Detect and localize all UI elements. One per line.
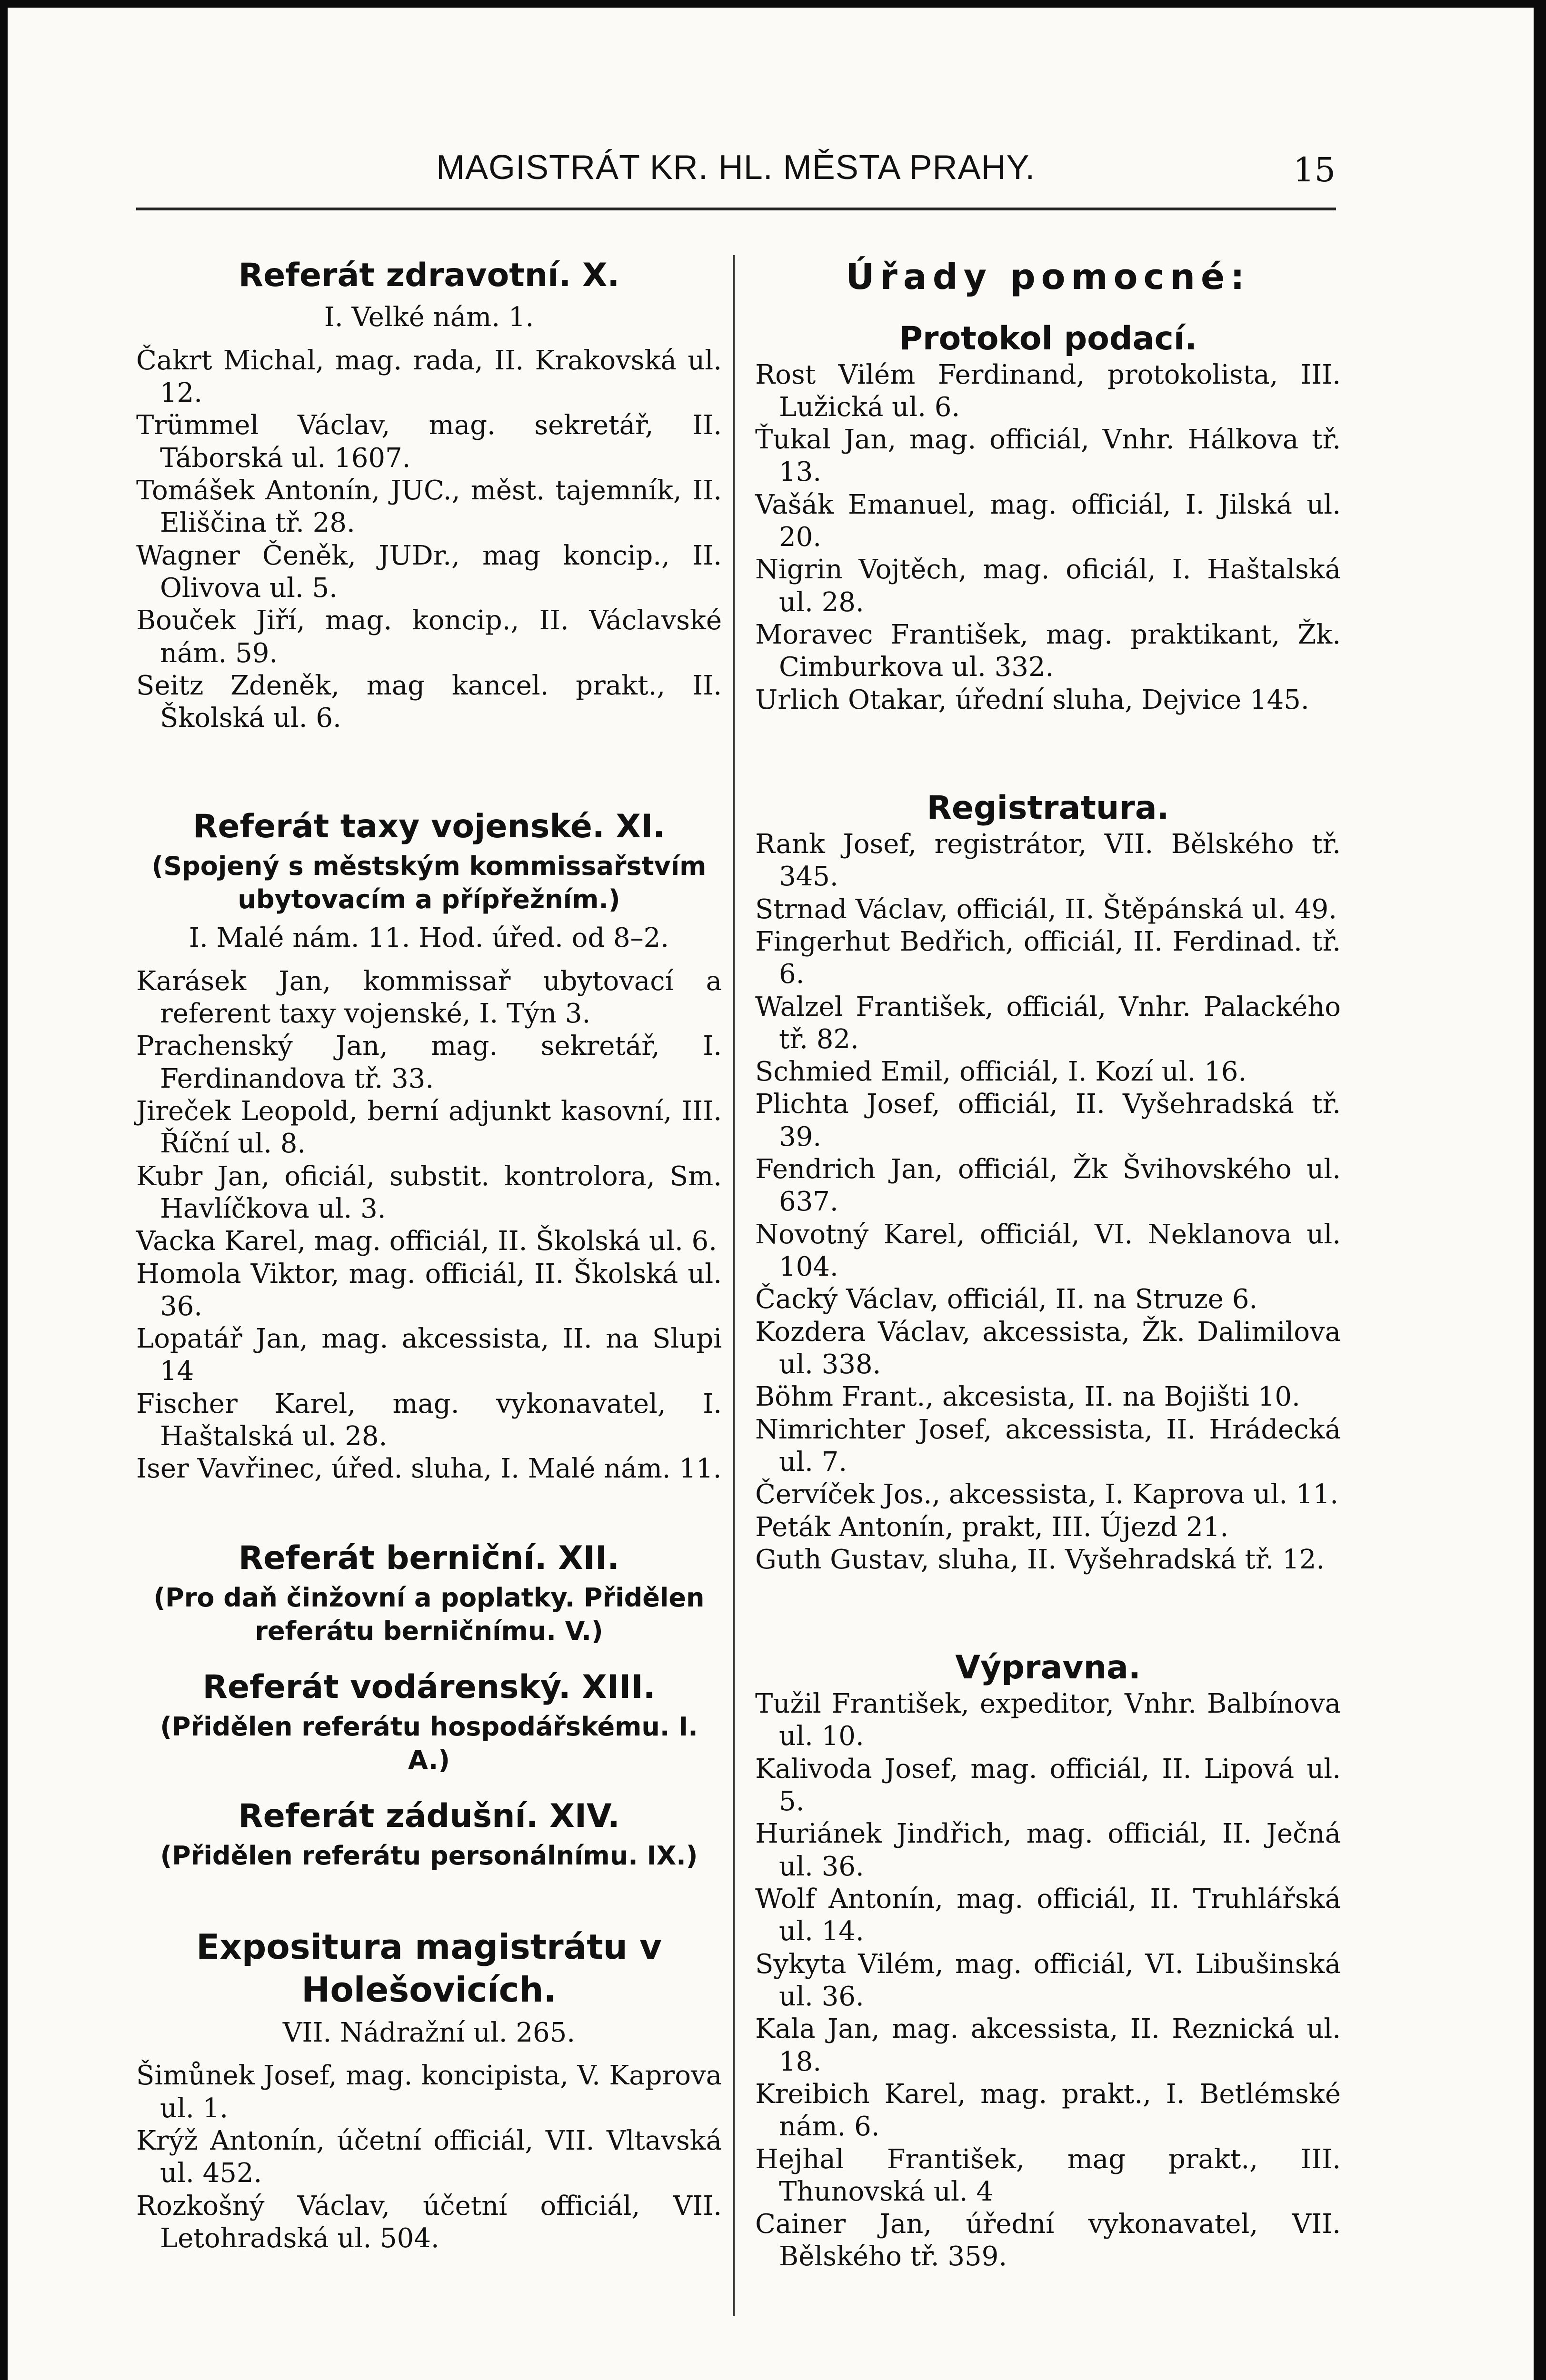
entry: Rost Vilém Ferdinand, protokolista, III. Lužická ul. 6. — [755, 359, 1341, 423]
column-divider — [733, 255, 735, 2316]
page-number: 15 — [1293, 150, 1336, 189]
entry: Červíček Jos., akcessista, I. Kaprova ul. 11. — [755, 1479, 1339, 1510]
entry: Böhm Frant., akcesista, II. na Bojišti 10. — [755, 1381, 1300, 1413]
entry: Nigrin Vojtěch, mag. oficiál, I. Haštalská ul. 28. — [755, 554, 1341, 618]
entry: Bouček Jiří, mag. koncip., II. Václavské nám. 59. — [136, 605, 722, 669]
entry: Vašák Emanuel, mag. officiál, I. Jilská ul. 20. — [755, 489, 1341, 553]
section-title: Referát berniční. XII. — [238, 1539, 620, 1577]
entry-list — [136, 2060, 722, 2255]
entry: Sykyta Vilém, mag. officiál, VI. Libušinská ul. 36. — [755, 1948, 1341, 2012]
entry: Urlich Otakar, úřední sluha, Dejvice 145. — [755, 684, 1309, 715]
left-column — [136, 255, 722, 2255]
entry: Rank Josef, registrátor, VII. Bělského tř. 345. — [755, 828, 1341, 892]
section-title: Referát zdravotní. X. — [238, 257, 620, 294]
section-protokol — [755, 318, 1341, 716]
spacer — [755, 299, 1341, 318]
entry: Kubr Jan, oficiál, substit. kontrolora, Sm. Havlíčkova ul. 3. — [136, 1160, 722, 1224]
right-column — [755, 255, 1341, 2273]
section-zadusni — [136, 1796, 722, 1873]
spacer — [136, 1648, 722, 1667]
section-title: Referát taxy vojenské. XI. — [193, 807, 665, 845]
entry: Hejhal František, mag prakt., III. Thunovská ul. 4 — [755, 2143, 1341, 2207]
book-page — [8, 8, 1534, 2380]
section-taxy — [136, 806, 722, 1486]
entry: Čakrt Michal, mag. rada, II. Krakovská ul. 12. — [136, 345, 722, 409]
entry-list — [755, 359, 1341, 716]
entry: Šimůnek Josef, mag. koncipista, V. Kaprova ul. 1. — [136, 2060, 722, 2124]
entry: Karásek Jan, kommissař ubytovací a referent taxy vojenské, I. Týn 3. — [136, 965, 722, 1030]
entry-list — [755, 828, 1341, 1576]
section-note: (Přidělen referátu hospodářskému. I. A.) — [160, 1712, 698, 1775]
entry: Vacka Karel, mag. officiál, II. Školská ul. 6. — [136, 1226, 717, 1257]
spacer — [136, 735, 722, 806]
running-title: MAGISTRÁT KR. HL. MĚSTA PRAHY. — [436, 149, 1036, 187]
entry: Fendrich Jan, officiál, Žk Švihovského ul. 637. — [755, 1154, 1341, 1218]
entry-list — [136, 345, 722, 735]
entry: Cainer Jan, úřední vykonavatel, VII. Bělského tř. 359. — [755, 2209, 1341, 2272]
section-title: Protokol podací. — [899, 319, 1197, 357]
section-zdravotni — [136, 255, 722, 735]
section-title: Expositura magistrátu v Holešovicích. — [196, 1926, 662, 2010]
entry: Kala Jan, mag. akcessista, II. Reznická ul. 18. — [755, 2013, 1341, 2077]
section-registratura — [755, 788, 1341, 1576]
entry: Moravec František, mag. praktikant, Žk. Cimburkova ul. 332. — [755, 619, 1341, 683]
entry: Tomášek Antonín, JUC., měst. tajemník, II. Eliščina tř. 28. — [136, 475, 722, 539]
entry: Iser Vavřinec, úřed. sluha, I. Malé nám. 11. — [136, 1453, 722, 1485]
section-note: (Pro daň činžovní a poplatky. Přidělen referátu berničnímu. V.) — [153, 1582, 705, 1646]
entry: Fischer Karel, mag. vykonavatel, I. Haštalská ul. 28. — [136, 1388, 722, 1452]
section-expositura — [136, 1925, 722, 2255]
entry: Čacký Václav, officiál, II. na Struze 6. — [755, 1284, 1258, 1315]
entry: Wolf Antonín, mag. officiál, II. Truhlářská ul. 14. — [755, 1884, 1341, 1947]
entry: Nimrichter Josef, akcessista, II. Hrádecká ul. 7. — [755, 1414, 1341, 1478]
entry: Jireček Leopold, berní adjunkt kasovní, III. Říční ul. 8. — [136, 1095, 722, 1160]
entry: Schmied Emil, officiál, I. Kozí ul. 16. — [755, 1056, 1247, 1088]
entry-list — [136, 965, 722, 1486]
section-title: Registratura. — [927, 789, 1169, 827]
entry: Tužil František, expeditor, Vnhr. Balbínova ul. 10. — [755, 1688, 1341, 1752]
entry: Ťukal Jan, mag. officiál, Vnhr. Hálkova tř. 13. — [755, 424, 1341, 488]
spacer — [136, 1777, 722, 1796]
entry: Rozkošný Václav, účetní officiál, VII. Letohradská ul. 504. — [136, 2190, 722, 2254]
entry: Prachenský Jan, mag. sekretář, I. Ferdinandova tř. 33. — [136, 1031, 722, 1094]
entry: Peták Antonín, prakt, III. Újezd 21. — [755, 1511, 1229, 1543]
section-title: Výpravna. — [955, 1649, 1141, 1687]
urady-title: Úřady pomocné: — [846, 257, 1250, 298]
entry-list — [755, 1688, 1341, 2273]
entry: Trümmel Václav, mag. sekretář, II. Táborská ul. 1607. — [136, 410, 722, 474]
entry: Huriánek Jindřich, mag. officiál, II. Ječná ul. 36. — [755, 1818, 1341, 1882]
entry: Homola Viktor, mag. officiál, II. Školská ul. 36. — [136, 1258, 722, 1322]
section-vypravna — [755, 1647, 1341, 2273]
section-title: Referát vodárenský. XIII. — [202, 1668, 656, 1706]
entry: Guth Gustav, sluha, II. Vyšehradská tř. 12. — [755, 1544, 1325, 1575]
entry: Fingerhut Bedřich, officiál, II. Ferdinad. tř. 6. — [755, 926, 1341, 990]
section-address: I. Velké nám. 1. — [324, 302, 534, 333]
entry: Kozdera Václav, akcessista, Žk. Dalimilova ul. 338. — [755, 1316, 1341, 1380]
section-note: (Přidělen referátu personálnímu. IX.) — [160, 1841, 698, 1871]
entry: Plichta Josef, officiál, II. Vyšehradská tř. 39. — [755, 1089, 1341, 1152]
section-address: I. Malé nám. 11. Hod. úřed. od 8–2. — [189, 922, 669, 953]
section-title: Referát zádušní. XIV. — [238, 1797, 620, 1835]
section-address: VII. Nádražní ul. 265. — [282, 2017, 576, 2048]
entry: Kalivoda Josef, mag. officiál, II. Lipová ul. 5. — [755, 1753, 1341, 1817]
section-note: (Spojený s městským kommissařstvím ubytovacím a přípřežním.) — [151, 851, 707, 914]
entry: Krýž Antonín, účetní officiál, VII. Vltavská ul. 452. — [136, 2125, 722, 2189]
entry: Lopatář Jan, mag. akcessista, II. na Slupi 14 — [136, 1323, 722, 1387]
entry: Walzel František, officiál, Vnhr. Palackého tř. 82. — [755, 991, 1341, 1055]
section-vodarensky — [136, 1667, 722, 1777]
entry: Kreibich Karel, mag. prakt., I. Betlémské nám. 6. — [755, 2078, 1341, 2142]
entry: Wagner Čeněk, JUDr., mag koncip., II. Olivova ul. 5. — [136, 540, 722, 604]
spacer — [755, 716, 1341, 788]
spacer — [136, 1486, 722, 1538]
spacer — [136, 1873, 722, 1925]
entry: Novotný Karel, officiál, VI. Neklanova ul. 104. — [755, 1219, 1341, 1282]
entry: Seitz Zdeněk, mag kancel. prakt., II. Školská ul. 6. — [136, 670, 722, 734]
section-berni — [136, 1538, 722, 1648]
header-rule — [136, 208, 1336, 210]
spacer — [755, 1576, 1341, 1647]
entry: Strnad Václav, officiál, II. Štěpánská ul. 49. — [755, 893, 1337, 925]
